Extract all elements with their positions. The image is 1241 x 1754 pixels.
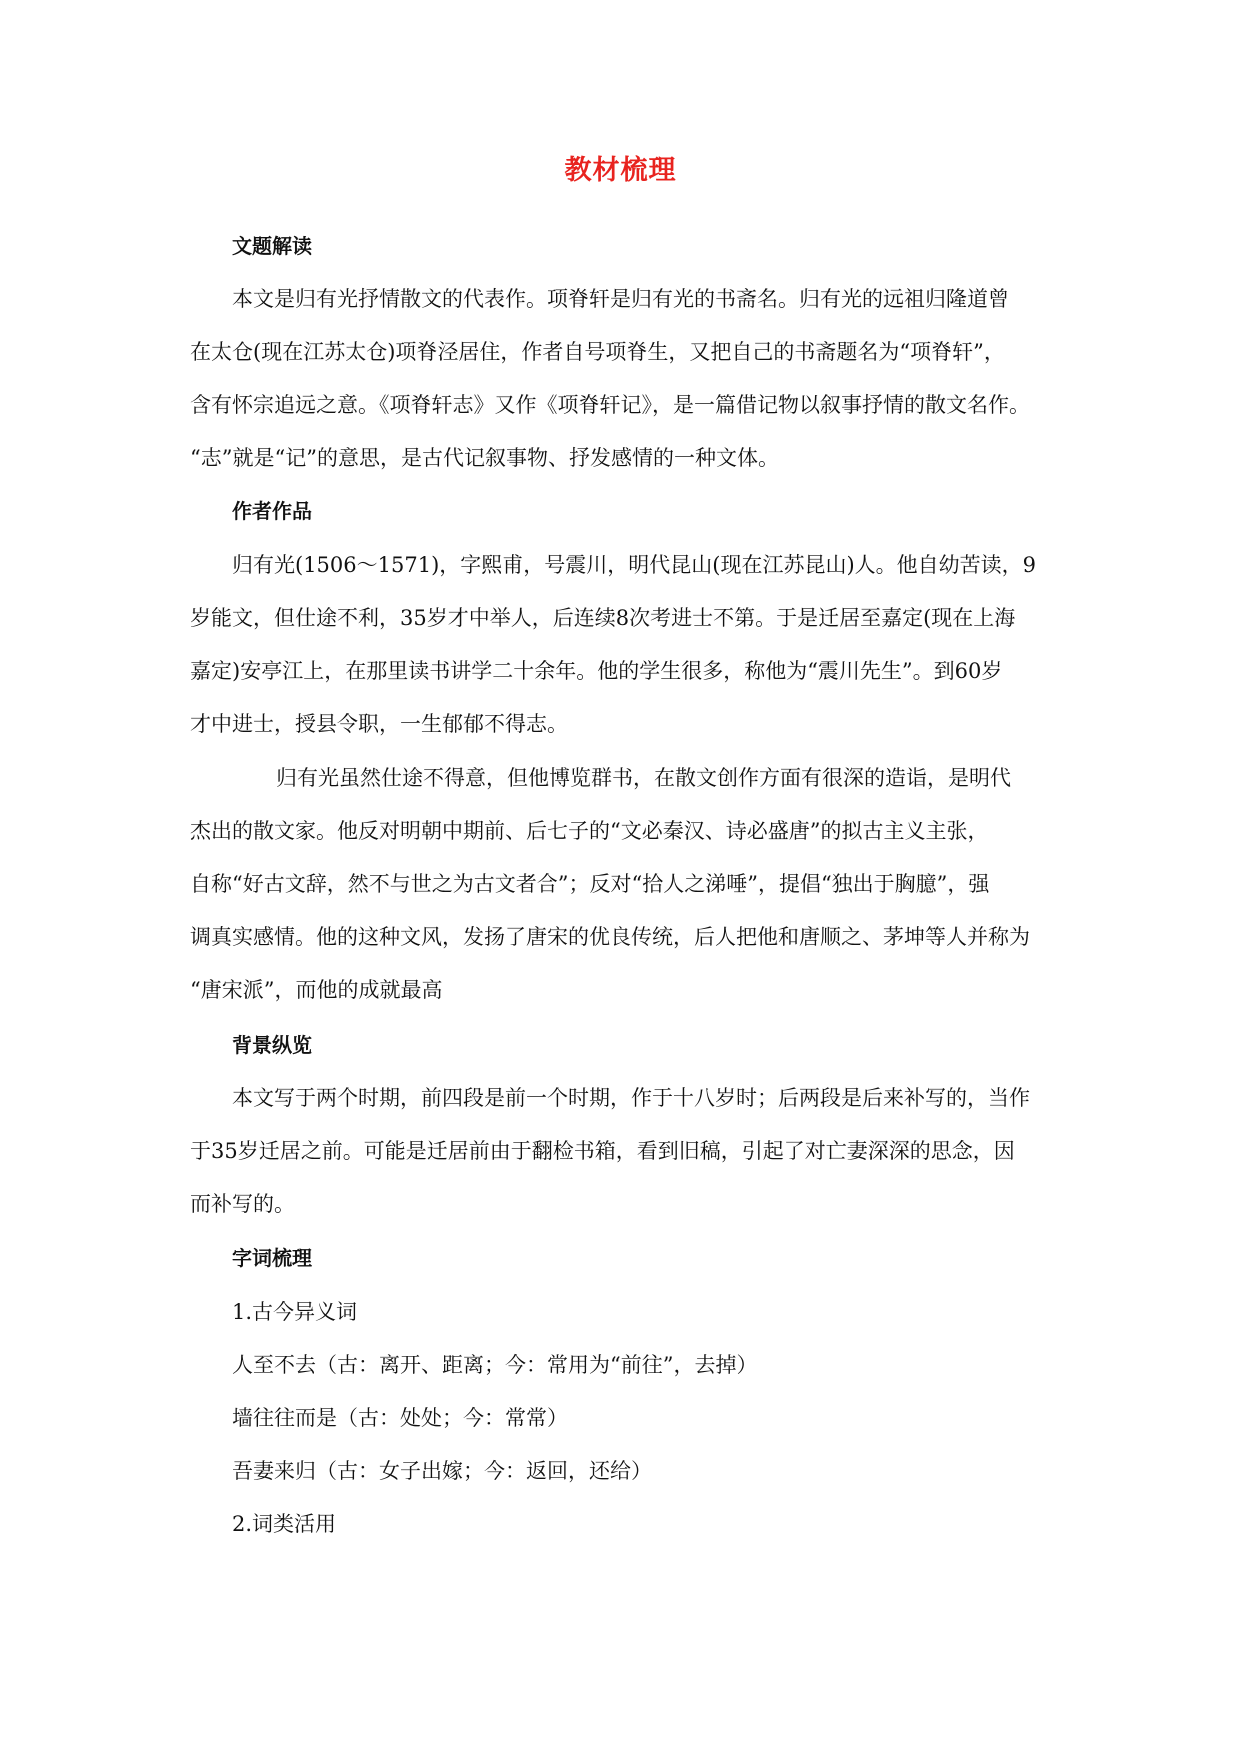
paragraph-line: 归有光虽然仕途不得意，但他博览群书，在散文创作方面有很深的造诣，是明代 (276, 766, 1011, 790)
paragraph-line: 含有怀宗追远之意。《项脊轩志》又作《项脊轩记》，是一篇借记物以叙事抒情的散文名作。 (190, 393, 1030, 417)
paragraph-line: 在太仓(现在江苏太仓)项脊泾居住，作者自号项脊生，又把自己的书斋题名为“项脊轩”， (190, 340, 1005, 364)
list-item: 吾妻来归（古：女子出嫁；今：返回，还给） (232, 1459, 652, 1483)
paragraph-line: 调真实感情。他的这种文风，发扬了唐宋的优良传统，后人把他和唐顺之、茅坤等人并称为 (190, 925, 1030, 949)
paragraph-line: 本文写于两个时期，前四段是前一个时期，作于十八岁时；后两段是后来补写的，当作 (232, 1086, 1030, 1110)
paragraph-line: 本文是归有光抒情散文的代表作。项脊轩是归有光的书斋名。归有光的远祖归隆道曾 (232, 287, 1009, 311)
list-item: 1.古今异义词 (232, 1300, 358, 1324)
section-heading-author-works: 作者作品 (232, 499, 312, 523)
list-item: 墙往往而是（古：处处；今：常常） (232, 1406, 568, 1430)
paragraph-line: 岁能文，但仕途不利，35岁才中举人，后连续8次考进士不第。于是迁居至嘉定(现在上海 (190, 606, 1016, 630)
page-title: 教材梳理 (564, 155, 677, 186)
paragraph-line: “唐宋派”，而他的成就最高 (190, 978, 443, 1002)
section-heading-vocabulary: 字词梳理 (232, 1246, 312, 1270)
paragraph-line: 归有光(1506～1571)，字熙甫，号震川，明代昆山(现在江苏昆山)人。他自幼苦读，9 (232, 553, 1037, 577)
paragraph-line: “志”就是“记”的意思，是古代记叙事物、抒发感情的一种文体。 (190, 446, 779, 470)
paragraph-line: 于35岁迁居之前。可能是迁居前由于翻检书箱，看到旧稿，引起了对亡妻深深的思念，因 (190, 1139, 1015, 1163)
section-heading-title-interpretation: 文题解读 (232, 234, 312, 258)
paragraph-line: 杰出的散文家。他反对明朝中期前、后七子的“文必秦汉、诗必盛唐”的拟古主义主张， (190, 819, 989, 843)
list-item: 人至不去（古：离开、距离；今：常用为“前往”，去掉） (232, 1353, 758, 1377)
list-item: 2.词类活用 (232, 1512, 337, 1536)
paragraph-line: 自称“好古文辞，然不与世之为古文者合”；反对“拾人之涕唾”，提倡“独出于胸臆”，强 (190, 872, 990, 896)
paragraph-line: 而补写的。 (190, 1192, 295, 1216)
paragraph-line: 嘉定)安亭江上，在那里读书讲学二十余年。他的学生很多，称他为“震川先生”。到60岁 (190, 659, 1003, 683)
paragraph-line: 才中进士，授县令职，一生郁郁不得志。 (190, 712, 568, 736)
section-heading-background: 背景纵览 (232, 1033, 312, 1057)
